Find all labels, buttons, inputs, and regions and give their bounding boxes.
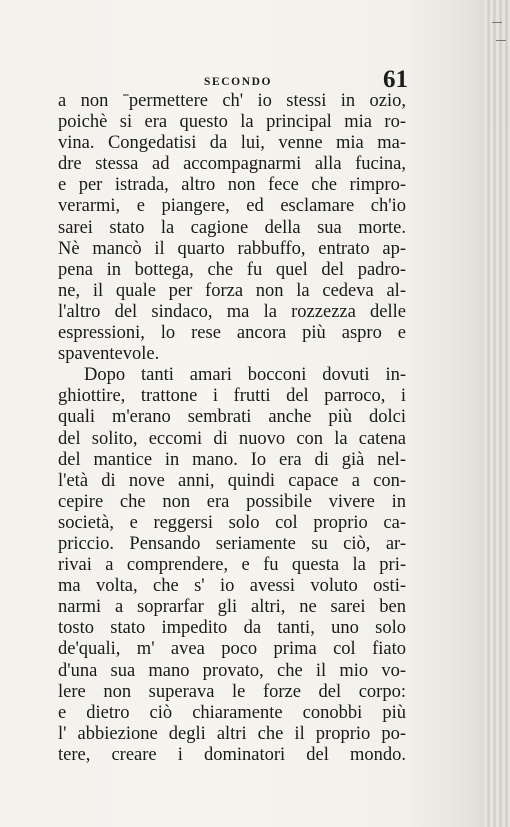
- text-line: l'età di nove anni, quindi capace a con-: [58, 470, 406, 491]
- text-line: ghiottire, trattone i frutti del parroco, i: [58, 386, 406, 407]
- text-line: del mantice in mano. Io era di già nel-: [58, 449, 406, 470]
- text-line: l'altro del sindaco, ma la rozzezza delle: [58, 301, 406, 322]
- text-line: e dietro ciò chiaramente conobbi più: [58, 702, 406, 723]
- text-line: tosto stato impedito da tanti, uno solo: [58, 618, 406, 639]
- text-line: società, e reggersi solo col proprio ca-: [58, 512, 406, 533]
- text-line: e per istrada, altro non fece che rimpro-: [58, 175, 406, 196]
- text-line: poichè si era questo la principal mia ro-: [58, 112, 406, 133]
- text-line: sarei stato la cagione della sua morte.: [58, 217, 406, 238]
- text-line: Nè mancò il quarto rabbuffo, entrato ap-: [58, 238, 406, 259]
- text-line: lere non superava le forze del corpo:: [58, 681, 406, 702]
- text-line: rivai a comprendere, e fu questa la pri-: [58, 555, 406, 576]
- text-line: dre stessa ad accompagnarmi alla fucina,: [58, 154, 406, 175]
- paragraph-first-line: Dopo tanti amari bocconi dovuti in-: [84, 365, 406, 386]
- text-line: espressioni, lo rese ancora più aspro e: [58, 323, 406, 344]
- text-line: vina. Congedatisi da lui, venne mia ma-: [58, 133, 406, 154]
- text-line: quali m'erano sembrati anche più dolci: [58, 407, 406, 428]
- text-line: verarmi, e piangere, ed esclamare ch'io: [58, 196, 406, 217]
- text-line: narmi a soprarfar gli altri, ne sarei ben: [58, 597, 406, 618]
- text-line: a non ˉpermettere ch' io stessi in ozio,: [58, 91, 406, 111]
- paragraph-end-line: spaventevole.: [58, 344, 160, 365]
- text-line: priccio. Pensando seriamente su ciò, ar-: [58, 533, 406, 554]
- text-line: de'quali, m' avea poco prima col fiato: [58, 639, 406, 660]
- text-line: ma volta, che s' io avessi voluto osti-: [58, 576, 406, 597]
- text-line: ne, il quale per forza non la cedeva al-: [58, 280, 406, 301]
- edge-mark: [492, 22, 502, 23]
- text-line: d'una sua mano provato, che il mio vo-: [58, 660, 406, 681]
- text-line: pena in bottega, che fu quel del padro-: [58, 259, 406, 280]
- page-number: 61: [383, 66, 408, 93]
- text-line: tere, creare i dominatori del mondo.: [58, 744, 406, 765]
- edge-mark: [496, 40, 506, 41]
- running-head: SECONDO: [204, 76, 273, 88]
- text-line: l' abbiezione degli altri che il proprio po-: [58, 723, 406, 744]
- page-edge-stack: [484, 0, 510, 827]
- text-line: del solito, eccomi di nuovo con la catena: [58, 428, 406, 449]
- body-text: [58, 91, 406, 766]
- text-line: cepire che non era possibile vivere in: [58, 491, 406, 512]
